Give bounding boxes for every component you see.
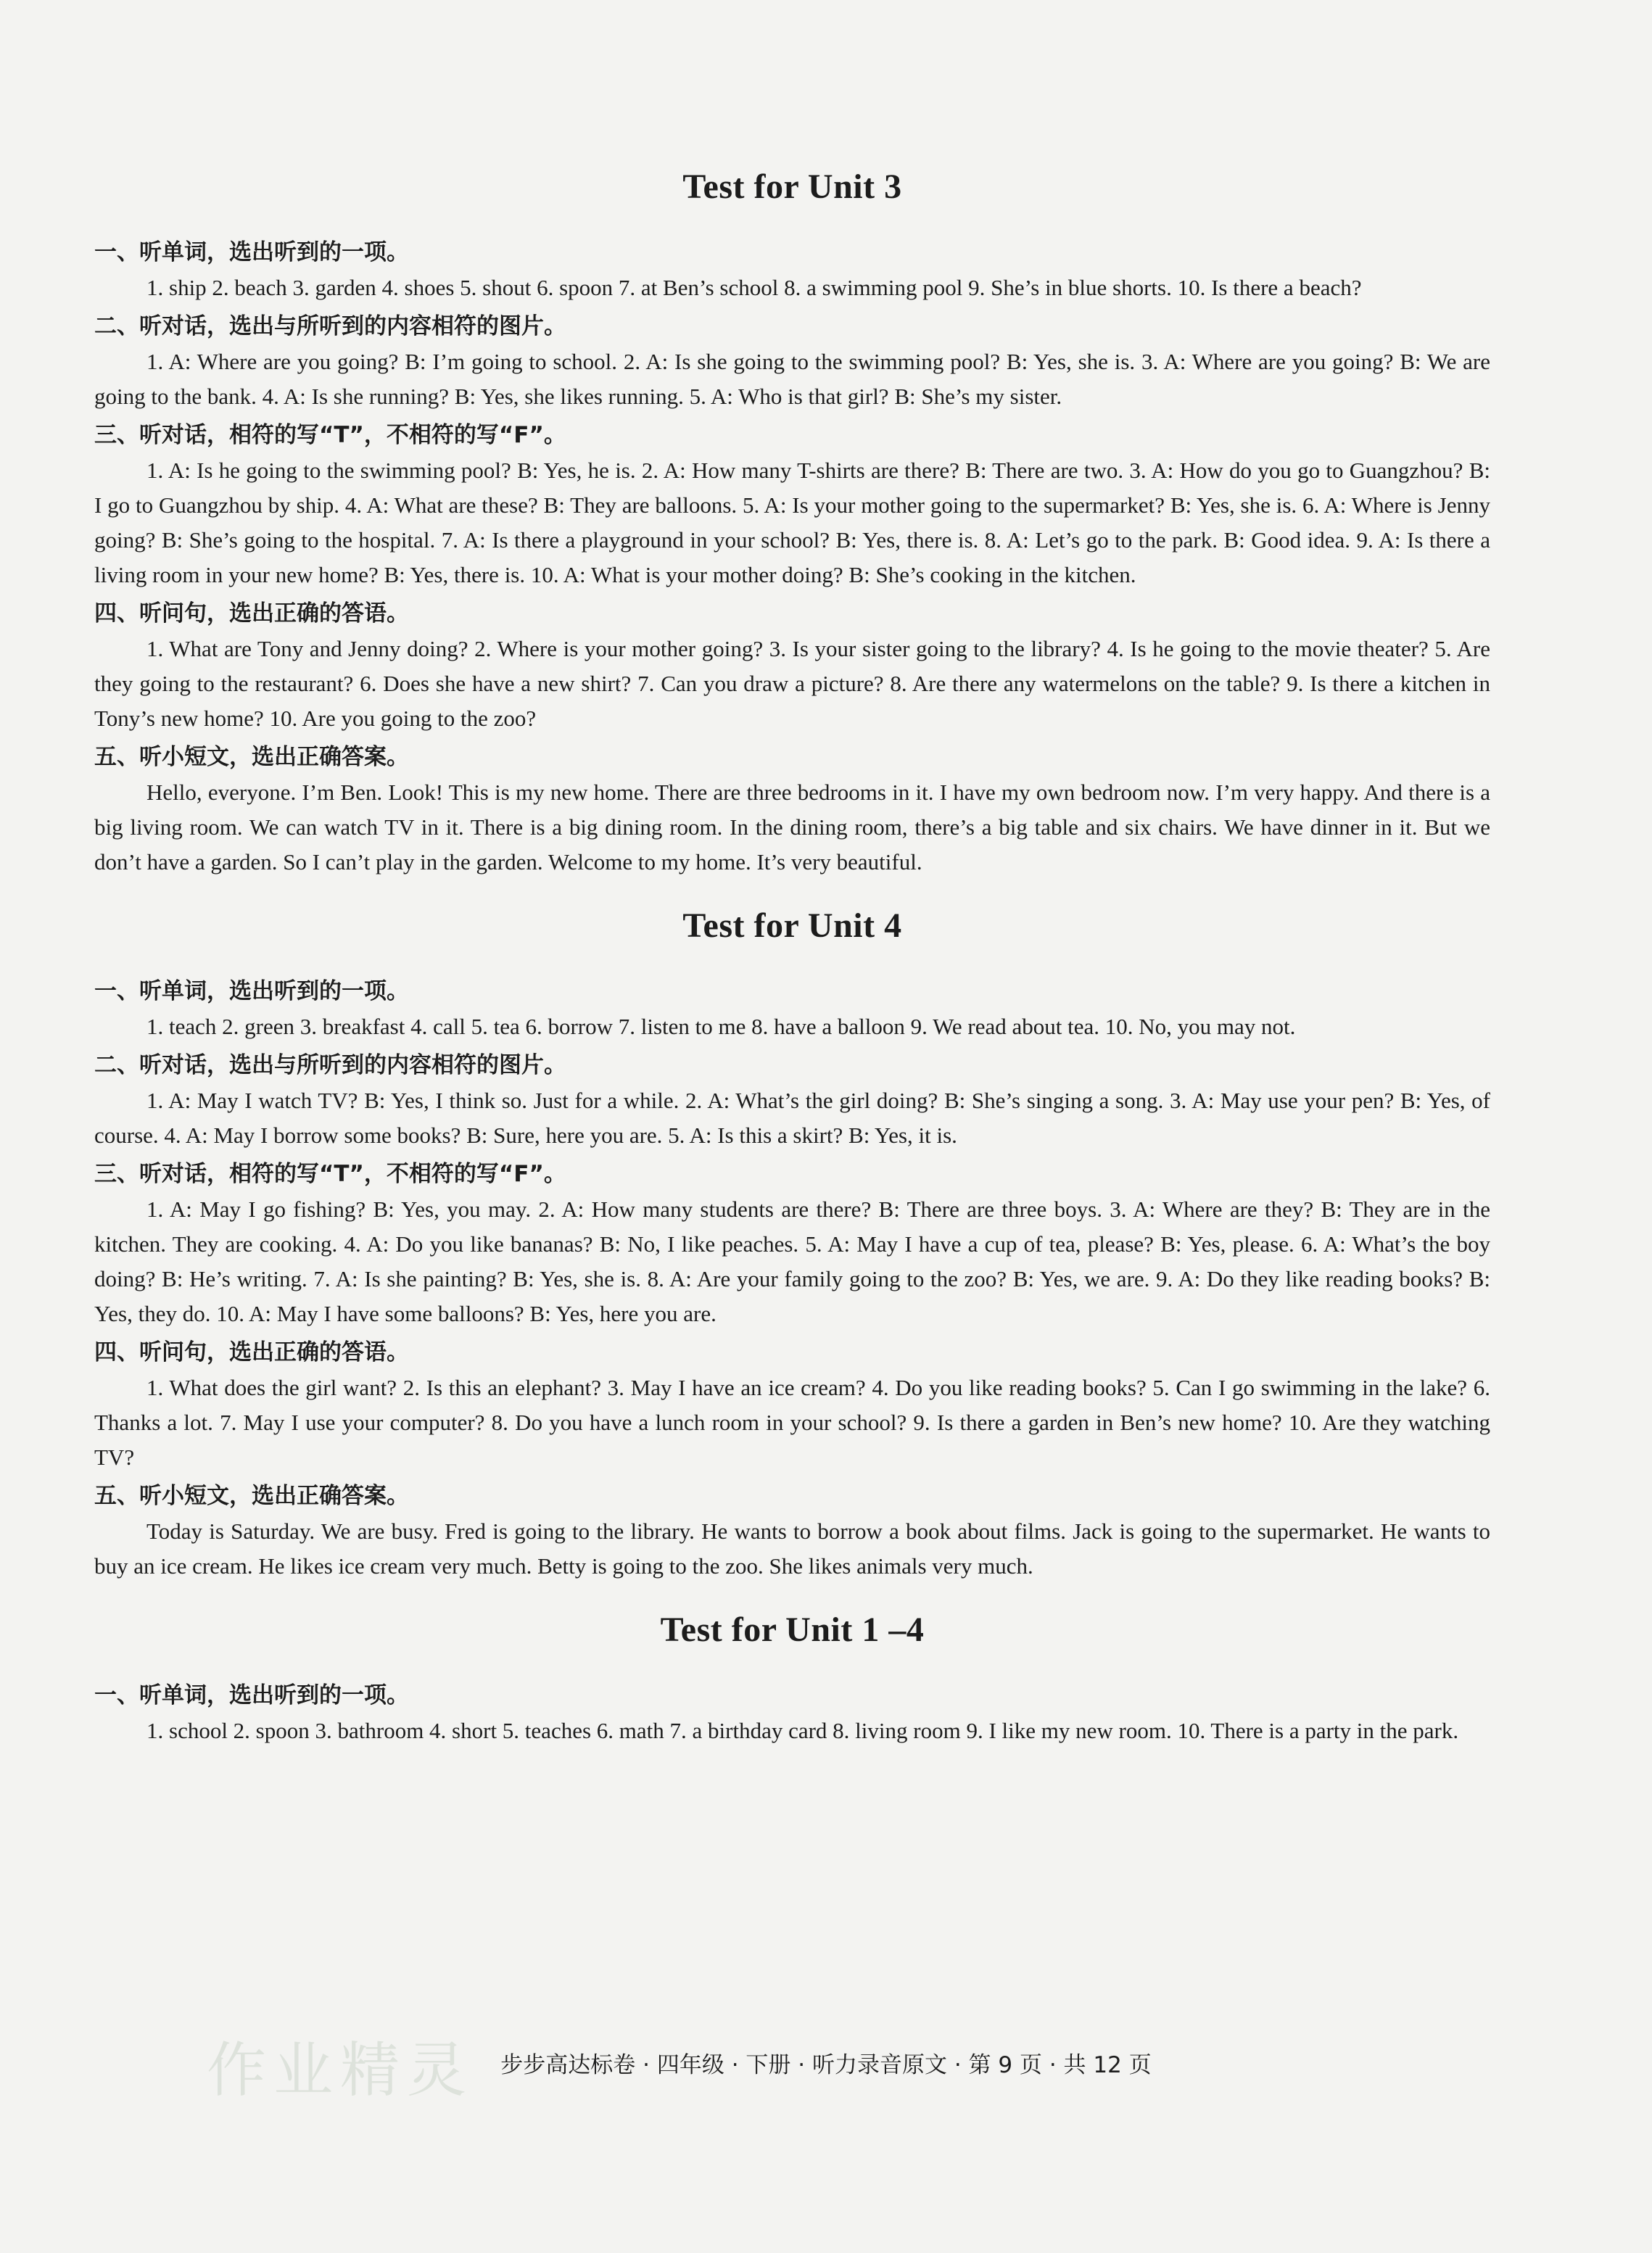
section-heading: 二、听对话，选出与所听到的内容相符的图片。 <box>94 1052 566 1078</box>
watermark-logo: 作业精灵 <box>207 2036 474 2105</box>
section-heading: 四、听问句，选出正确的答语。 <box>94 1339 409 1365</box>
section-text: 1. teach 2. green 3. breakfast 4. call 5. tea 6. borrow 7. listen to me 8. have a balloon 9. We read about tea. 10. No, you may not. <box>146 1014 1296 1039</box>
section-text: 1. What does the girl want? 2. Is this an elephant? 3. May I have an ice cream? 4. Do you like reading books? 5. Can I go swimming in the lake? 6. Thanks a lot. 7. May I use your computer? 8. Do you have a lunch room in your school? 9. Is there a garden in Ben’s new home? 10. Are they watching TV? <box>94 1375 1490 1470</box>
section-text: Today is Saturday. We are busy. Fred is going to the library. He wants to borrow a book about films. Jack is going to the supermarket. He wants to buy an ice cream. He likes ice cream very much. Betty is going to the zoo. She likes animals very much. <box>94 1518 1490 1579</box>
section-text: 1. A: May I go fishing? B: Yes, you may. 2. A: How many students are there? B: There are three boys. 3. A: Where are they? B: They are in the kitchen. They are cooking. 4. A: Do you like bananas? B: No, I like peaches. 5. A: May I have a cup of tea, please? B: Yes, please. 6. A: What’s the boy doing? B: He’s writing. 7. A: Is she painting? B: Yes, she is. 8. A: Are your family going to the zoo? B: Yes, we are. 9. A: Do they like reading books? B: Yes, they do. 10. A: May I have some balloons? B: Yes, here you are. <box>94 1196 1490 1326</box>
unit-title: Test for Unit 1 –4 <box>660 1611 925 1649</box>
page-footer: 步步高达标卷 · 四年级 · 下册 · 听力录音原文 · 第 9 页 · 共 12 页 <box>500 2052 1152 2078</box>
section-text: 1. A: May I watch TV? B: Yes, I think so. Just for a while. 2. A: What’s the girl doing? B: She’s singing a song. 3. A: May use your pen? B: Yes, of course. 4. A: May I borrow some books? B: Sure, here you are. 5. A: Is this a skirt? B: Yes, it is. <box>94 1088 1490 1148</box>
section-text: 1. What are Tony and Jenny doing? 2. Where is your mother going? 3. Is your sister going to the library? 4. Is he going to the movie theater? 5. Are they going to the restaurant? 6. Does she have a new shirt? 7. Can you draw a picture? 8. Are there any watermelons on the table? 9. Is there a kitchen in Tony’s new home? 10. Are you going to the zoo? <box>94 636 1490 731</box>
section-text: 1. A: Is he going to the swimming pool? B: Yes, he is. 2. A: How many T-shirts are there? B: There are two. 3. A: How do you go to Guangzhou? B: I go to Guangzhou by ship. 4. A: What are these? B: They are balloons. 5. A: Is your mother going to the supermarket? B: Yes, she is. 6. A: Where is Jenny going? B: She’s going to the hospital. 7. A: Is there a playground in your school? B: Yes, there is. 8. A: Let’s go to the park. B: Good idea. 9. A: Is there a living room in your new home? B: Yes, there is. 10. A: What is your mother doing? B: She’s cooking in the kitchen. <box>94 458 1490 587</box>
unit-1-4 <box>94 1610 1490 1748</box>
unit-title: Test for Unit 3 <box>682 168 902 206</box>
section-heading: 二、听对话，选出与所听到的内容相符的图片。 <box>94 313 566 339</box>
section-heading: 五、听小短文，选出正确答案。 <box>94 1483 409 1509</box>
section-text: 1. school 2. spoon 3. bathroom 4. short 5. teaches 6. math 7. a birthday card 8. living room 9. I like my new room. 10. There is a party in the park. <box>146 1718 1459 1743</box>
unit-3 <box>94 167 1490 880</box>
section-heading: 五、听小短文，选出正确答案。 <box>94 744 409 770</box>
section-text: 1. A: Where are you going? B: I’m going to school. 2. A: Is she going to the swimming pool? B: Yes, she is. 3. A: Where are you going? B: We are going to the bank. 4. A: Is she running? B: Yes, she likes running. 5. A: Who is that girl? B: She’s my sister. <box>94 349 1490 409</box>
section-heading: 一、听单词，选出听到的一项。 <box>94 1682 409 1708</box>
section-heading: 一、听单词，选出听到的一项。 <box>94 978 409 1004</box>
section-heading: 四、听问句，选出正确的答语。 <box>94 600 409 627</box>
section-heading: 一、听单词，选出听到的一项。 <box>94 239 409 265</box>
section-text: 1. ship 2. beach 3. garden 4. shoes 5. shout 6. spoon 7. at Ben’s school 8. a swimming pool 9. She’s in blue shorts. 10. Is there a beach? <box>146 275 1362 300</box>
section-heading: 三、听对话，相符的写“T”，不相符的写“F”。 <box>94 422 566 448</box>
page-content <box>94 167 1490 1774</box>
unit-4 <box>94 906 1490 1584</box>
unit-title: Test for Unit 4 <box>682 906 902 945</box>
section-heading: 三、听对话，相符的写“T”，不相符的写“F”。 <box>94 1161 566 1187</box>
section-text: Hello, everyone. I’m Ben. Look! This is my new home. There are three bedrooms in it. I have my own bedroom now. I’m very happy. And there is a big living room. We can watch TV in it. There is a big dining room. In the dining room, there’s a big table and six chairs. We have dinner in it. But we don’t have a garden. So I can’t play in the garden. Welcome to my home. It’s very beautiful. <box>94 780 1490 875</box>
